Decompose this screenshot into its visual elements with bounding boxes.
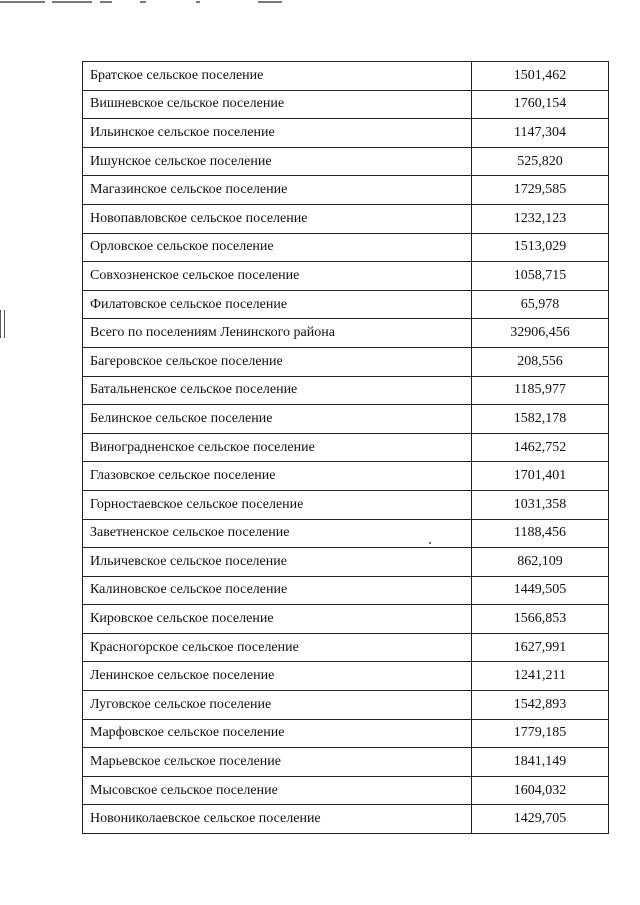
table-row [83,405,609,434]
table-row [83,719,609,748]
settlement-value: 1232,123 [472,204,609,233]
settlement-value: 1429,705 [472,805,609,834]
settlement-value: 1188,456 [472,519,609,548]
table-row [83,490,609,519]
settlement-name: Красногорское сельское поселение [83,633,472,662]
settlement-name: Горностаевское сельское поселение [83,490,472,519]
settlement-name: Ишунское сельское поселение [83,147,472,176]
settlement-name: Заветненское сельское поселение [83,519,472,548]
settlement-name: Новопавловское сельское поселение [83,204,472,233]
table-row [83,119,609,148]
table-row [83,776,609,805]
settlement-name: Калиновское сельское поселение [83,576,472,605]
settlement-name: Кировское сельское поселение [83,605,472,634]
settlement-value: 1449,505 [472,576,609,605]
settlement-name: Магазинское сельское поселение [83,176,472,205]
settlement-name: Ильинское сельское поселение [83,119,472,148]
settlement-name: Новониколаевское сельское поселение [83,805,472,834]
table-row [83,662,609,691]
settlement-value: 862,109 [472,548,609,577]
table-row [83,176,609,205]
settlement-value: 1185,977 [472,376,609,405]
table-row [83,519,609,548]
table-row [83,262,609,291]
table-body [83,62,609,834]
settlement-value: 1760,154 [472,90,609,119]
settlement-name: Виноградненское сельское поселение [83,433,472,462]
settlement-value: 1604,032 [472,776,609,805]
table-row [83,748,609,777]
settlement-name: Вишневское сельское поселение [83,90,472,119]
settlement-value: 1058,715 [472,262,609,291]
table-row [83,691,609,720]
table-row [83,633,609,662]
settlement-name: Орловское сельское поселение [83,233,472,262]
settlement-name: Марфовское сельское поселение [83,719,472,748]
table-row [83,204,609,233]
settlement-value: 1462,752 [472,433,609,462]
settlement-name: Ильичевское сельское поселение [83,548,472,577]
table-row [83,376,609,405]
settlements-table [82,61,609,834]
table-row [83,147,609,176]
table-row [83,805,609,834]
table-row [83,605,609,634]
settlement-value: 1542,893 [472,691,609,720]
table-row [83,62,609,91]
table-row [83,290,609,319]
settlement-name: Совхозненское сельское поселение [83,262,472,291]
table-row [83,233,609,262]
table-row [83,548,609,577]
settlement-name: Глазовское сельское поселение [83,462,472,491]
table-row [83,433,609,462]
settlement-name: Марьевское сельское поселение [83,748,472,777]
settlement-value: 208,556 [472,347,609,376]
scan-artifact-top [0,0,300,6]
settlement-name: Братское сельское поселение [83,62,472,91]
settlement-value: 1031,358 [472,490,609,519]
settlement-name: Мысовское сельское поселение [83,776,472,805]
settlement-value: 1841,149 [472,748,609,777]
table-row [83,347,609,376]
settlement-value: 1566,853 [472,605,609,634]
settlement-name: Филатовское сельское поселение [83,290,472,319]
settlement-value: 1513,029 [472,233,609,262]
settlement-value: 1147,304 [472,119,609,148]
settlement-value: 525,820 [472,147,609,176]
settlement-value: 65,978 [472,290,609,319]
table-row [83,576,609,605]
settlement-value: 1729,585 [472,176,609,205]
table-row [83,462,609,491]
settlement-name: Багеровское сельское поселение [83,347,472,376]
settlement-name: Белинское сельское поселение [83,405,472,434]
settlement-name: Луговское сельское поселение [83,691,472,720]
district-total-value: 32906,456 [472,319,609,348]
settlement-value: 1582,178 [472,405,609,434]
table-row [83,90,609,119]
settlement-value: 1627,991 [472,633,609,662]
settlement-value: 1701,401 [472,462,609,491]
scan-artifact-side [0,310,5,338]
settlement-value: 1241,211 [472,662,609,691]
table-row-total [83,319,609,348]
settlement-name: Батальненское сельское поселение [83,376,472,405]
settlement-value: 1779,185 [472,719,609,748]
settlement-value: 1501,462 [472,62,609,91]
settlement-name: Ленинское сельское поселение [83,662,472,691]
district-total-name: Всего по поселениям Ленинского района [83,319,472,348]
